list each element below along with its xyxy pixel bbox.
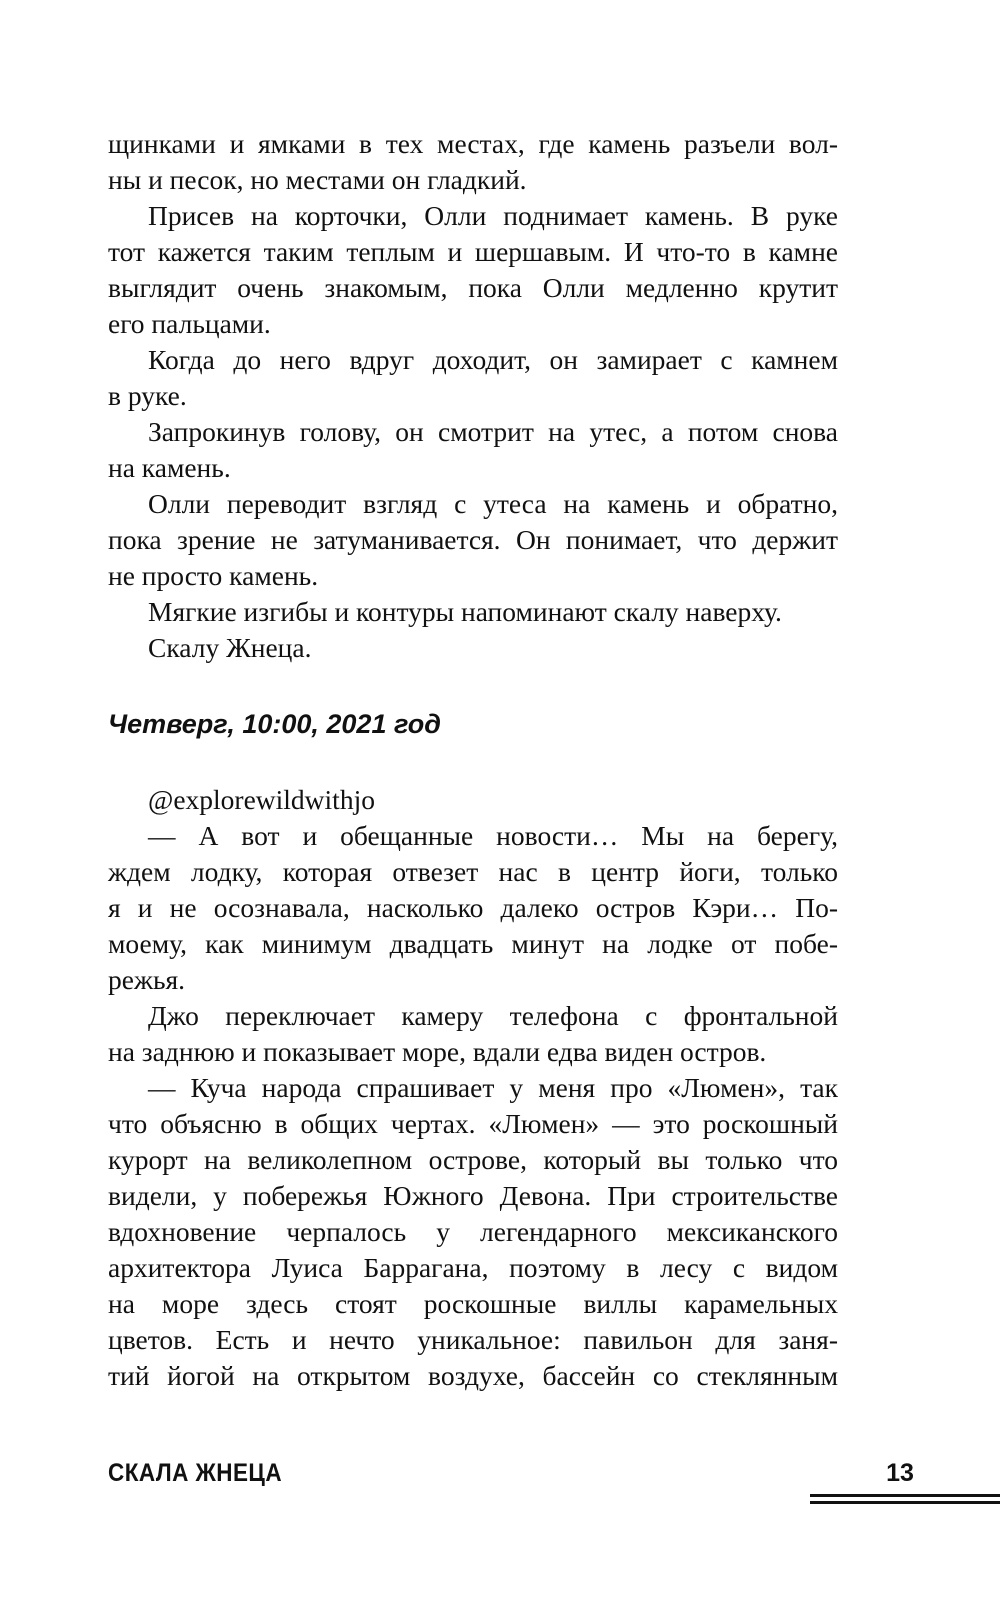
text-line: ны и песок, но местами он гладкий. [108, 164, 527, 195]
social-handle: @explorewildwithjo [148, 784, 375, 815]
text-line: моему, как минимум двадцать минут на лодке от побе- [108, 928, 838, 959]
text-line: архитектора Луиса Баррагана, поэтому в лесу с видом [108, 1252, 838, 1283]
text-line: его пальцами. [108, 308, 271, 339]
section-heading: Четверг, 10:00, 2021 год [108, 709, 441, 739]
text-line: пока зрение не затуманивается. Он понимает, что держит [108, 524, 838, 555]
footer-rule [810, 1494, 1000, 1497]
text-section-2 [108, 782, 838, 1394]
text-line: Когда до него вдруг доходит, он замирает с камнем [148, 344, 838, 375]
text-line: я и не осознавала, насколько далеко остров Кэри… По- [108, 892, 838, 923]
footer-rule [810, 1501, 1000, 1504]
text-line: на море здесь стоят роскошные виллы карамельных [108, 1288, 838, 1319]
page-footer [108, 1456, 1000, 1516]
page-number: 13 [886, 1459, 914, 1487]
text-line: в руке. [108, 380, 187, 411]
text-line: видели, у побережья Южного Девона. При строительстве [108, 1180, 838, 1211]
text-line: выглядит очень знакомым, пока Олли медленно крутит [108, 272, 838, 303]
text-line: — Куча народа спрашивает у меня про «Люмен», так [148, 1072, 838, 1103]
text-line: курорт на великолепном острове, который вы только что [108, 1144, 838, 1175]
text-line: Запрокинув голову, он смотрит на утес, а потом снова [148, 416, 838, 447]
text-line: тот кажется таким теплым и шершавым. И что-то в камне [108, 236, 838, 267]
text-line: цветов. Есть и нечто уникальное: павильон для заня- [108, 1324, 838, 1355]
text-line: не просто камень. [108, 560, 319, 591]
text-line: тий йогой на открытом воздухе, бассейн со стеклянным [108, 1360, 838, 1391]
text-line: Присев на корточки, Олли поднимает камень. В руке [148, 200, 838, 231]
text-line: Мягкие изгибы и контуры напоминают скалу наверху. [148, 596, 782, 627]
text-line: Скалу Жнеца. [148, 632, 312, 663]
text-line: ждем лодку, которая отвезет нас в центр йоги, только [108, 856, 838, 887]
text-line: на заднюю и показывает море, вдали едва виден остров. [108, 1036, 767, 1067]
text-line: Джо переключает камеру телефона с фронтальной [148, 1000, 838, 1031]
text-section-1 [108, 126, 838, 666]
running-title: СКАЛА ЖНЕЦА [108, 1459, 283, 1487]
text-line: режья. [108, 964, 186, 995]
page-body [108, 126, 838, 1394]
text-line: щинками и ямками в тех местах, где камень разъели вол- [108, 128, 838, 159]
text-line: на камень. [108, 452, 231, 483]
text-line: вдохновение черпалось у легендарного мексиканского [108, 1216, 838, 1247]
text-line: — А вот и обещанные новости… Мы на берегу, [148, 820, 838, 851]
text-line: Олли переводит взгляд с утеса на камень и обратно, [148, 488, 838, 519]
text-line: что объясню в общих чертах. «Люмен» — это роскошный [108, 1108, 838, 1139]
